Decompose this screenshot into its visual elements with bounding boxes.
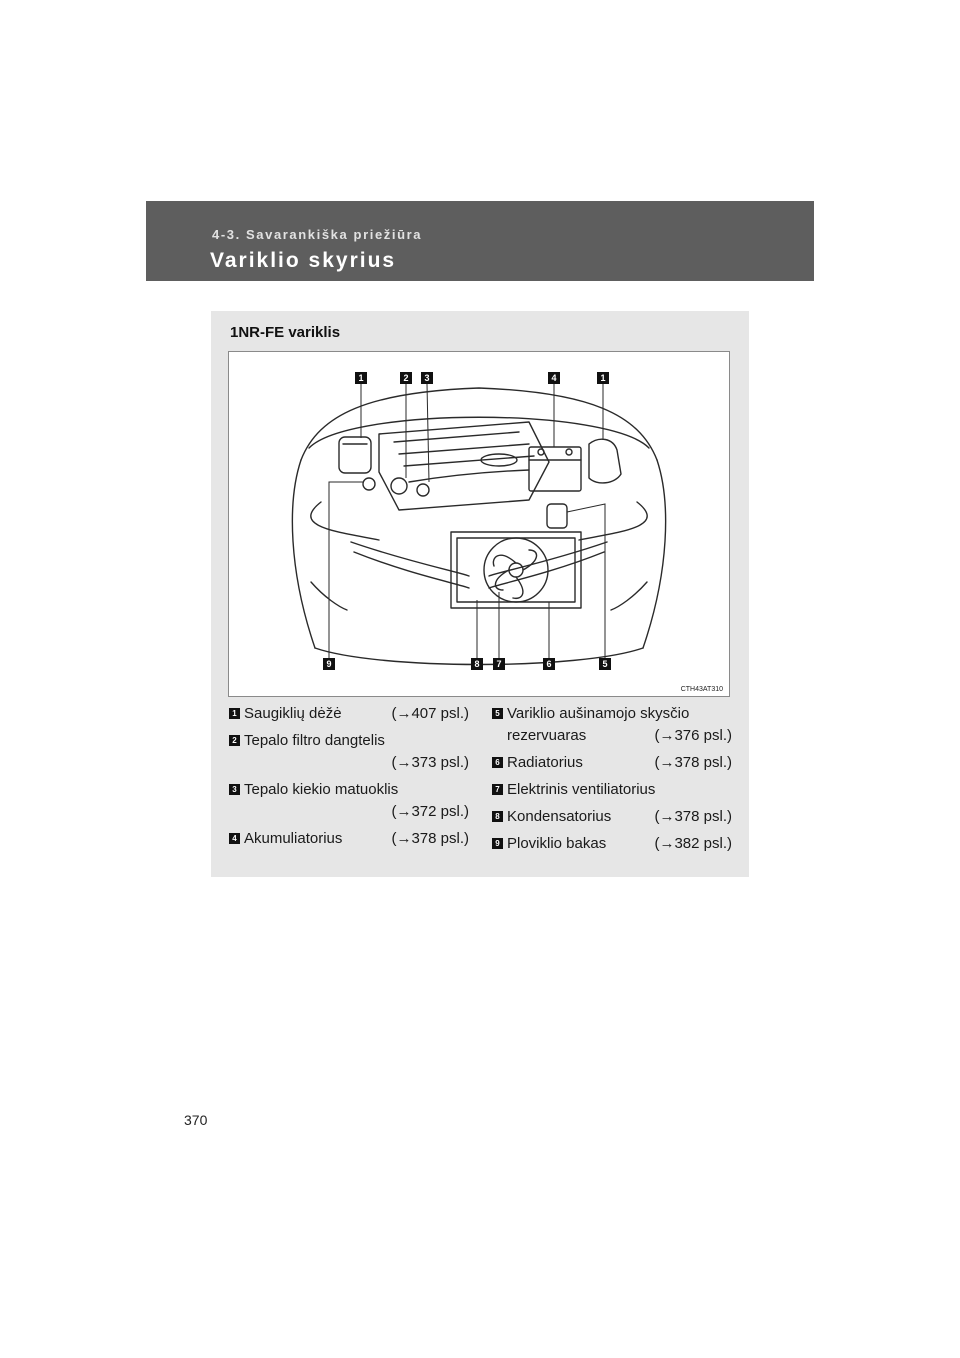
page-reference: (→378 psl.) bbox=[654, 808, 732, 825]
legend-text: Akumuliatorius bbox=[244, 830, 343, 847]
legend-item bbox=[492, 806, 732, 828]
page-reference: (→378 psl.) bbox=[391, 830, 469, 847]
legend-text: Kondensatorius bbox=[507, 808, 612, 825]
legend-item bbox=[492, 703, 732, 747]
legend-number: 4 bbox=[229, 833, 240, 844]
engine-illustration bbox=[229, 352, 729, 696]
callout-coolant-reservoir: 5 bbox=[599, 658, 611, 670]
callout-battery: 4 bbox=[548, 372, 560, 384]
legend-number: 1 bbox=[229, 708, 240, 719]
legend-number: 7 bbox=[492, 784, 503, 795]
legend-text-continued: rezervuaras bbox=[507, 727, 587, 744]
legend-item bbox=[492, 833, 732, 855]
section-header bbox=[146, 201, 814, 281]
section-label: 4-3. Savarankiška priežiūra bbox=[212, 227, 423, 242]
engine-panel bbox=[211, 311, 749, 877]
callout-fuse-box: 1 bbox=[355, 372, 367, 384]
legend-right bbox=[492, 703, 732, 860]
legend-item bbox=[229, 730, 469, 774]
legend-number: 5 bbox=[492, 708, 503, 719]
callout-fuse-box-2: 1 bbox=[597, 372, 609, 384]
legend-left bbox=[229, 703, 469, 855]
legend-number: 6 bbox=[492, 757, 503, 768]
page-number: 370 bbox=[184, 1112, 208, 1128]
legend-item bbox=[229, 703, 469, 725]
page-reference: (→373 psl.) bbox=[391, 754, 469, 771]
legend-item bbox=[229, 828, 469, 850]
callout-condenser: 8 bbox=[471, 658, 483, 670]
legend-number: 8 bbox=[492, 811, 503, 822]
legend-text: Radiatorius bbox=[507, 754, 583, 771]
page-reference: (→378 psl.) bbox=[654, 754, 732, 771]
legend-text: Saugiklių dėžė bbox=[244, 705, 342, 722]
page-reference: (→382 psl.) bbox=[654, 835, 732, 852]
legend-text: Elektrinis ventiliatorius bbox=[507, 781, 656, 798]
callout-dipstick: 3 bbox=[421, 372, 433, 384]
legend-number: 2 bbox=[229, 735, 240, 746]
callout-radiator: 6 bbox=[543, 658, 555, 670]
legend-number: 3 bbox=[229, 784, 240, 795]
page-title: Variklio skyrius bbox=[210, 249, 397, 272]
panel-title: 1NR-FE variklis bbox=[230, 324, 341, 341]
legend-item bbox=[492, 779, 732, 801]
legend-text: Tepalo filtro dangtelis bbox=[244, 732, 385, 749]
legend-text: Ploviklio bakas bbox=[507, 835, 607, 852]
page-reference: (→372 psl.) bbox=[391, 803, 469, 820]
legend-item bbox=[229, 779, 469, 823]
engine-compartment-figure bbox=[228, 351, 730, 697]
legend-text: Variklio aušinamojo skysčio bbox=[507, 705, 690, 722]
callout-electric-fan: 7 bbox=[493, 658, 505, 670]
legend-number: 9 bbox=[492, 838, 503, 849]
callout-oil-filler-cap: 2 bbox=[400, 372, 412, 384]
page-reference: (→407 psl.) bbox=[391, 705, 469, 722]
page-reference: (→376 psl.) bbox=[654, 727, 732, 744]
legend-text: Tepalo kiekio matuoklis bbox=[244, 781, 399, 798]
callout-washer-tank: 9 bbox=[323, 658, 335, 670]
legend-item bbox=[492, 752, 732, 774]
figure-code: CTH43AT310 bbox=[680, 686, 723, 693]
